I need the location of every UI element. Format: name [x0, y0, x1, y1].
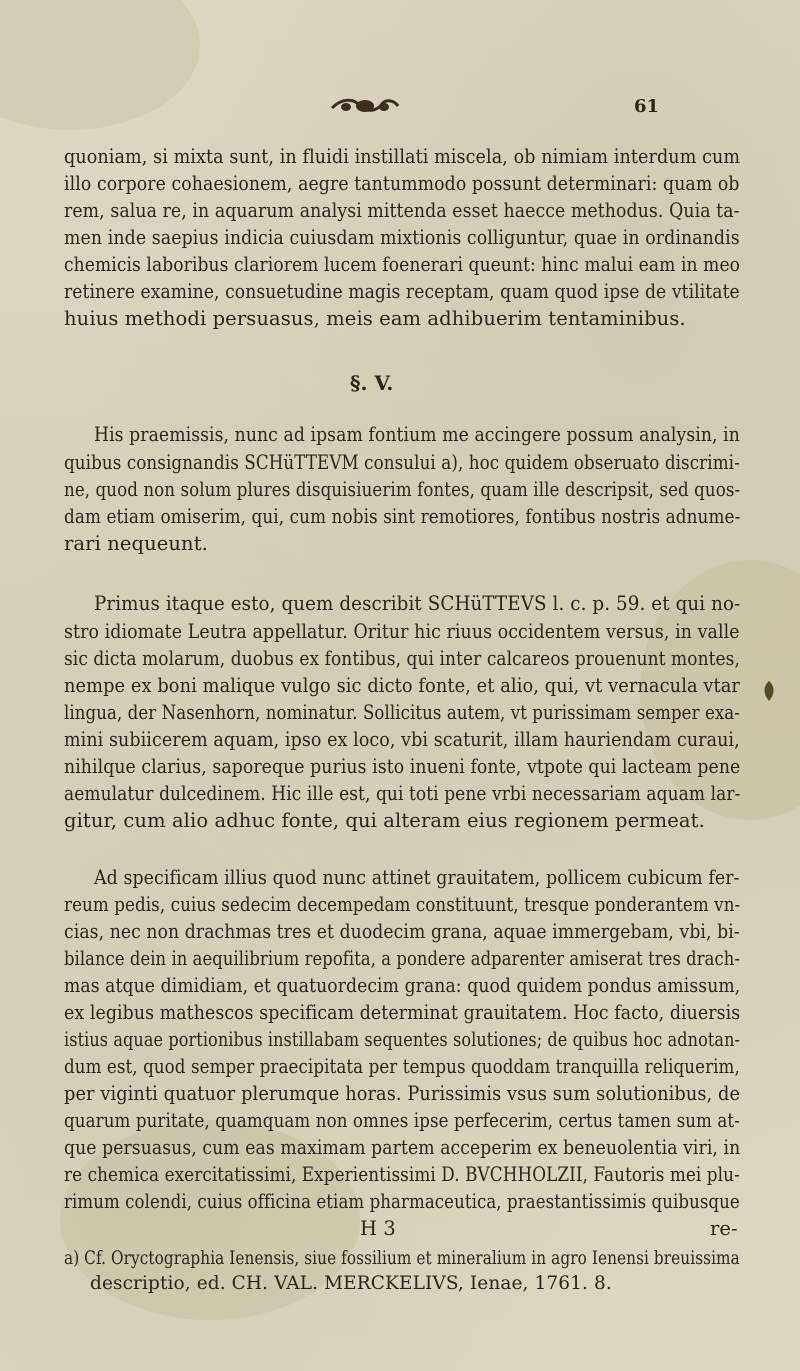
- text-line: aemulatur dulcedinem. Hic ille est, qui toti pene vrbi necessariam aquam lar-: [64, 782, 741, 805]
- text-line: quoniam, si mixta sunt, in fluidi instillati miscela, ob nimiam interdum cum: [64, 145, 741, 168]
- text-line: ne, quod non solum plures disquisiuerim fontes, quam ille descripsit, sed quos-: [64, 478, 741, 501]
- text-line: Ad specificam illius quod nunc attinet grauitatem, pollicem cubicum fer-: [94, 866, 740, 889]
- section-heading: §. V.: [350, 371, 394, 395]
- text-line: bilance dein in aequilibrium repofita, a pondere adparenter amiserat tres drach-: [64, 947, 740, 970]
- text-line: nihilque clarius, saporeque purius isto inueni fonte, vtpote qui lacteam pene: [64, 755, 741, 778]
- text-line: quarum puritate, quamquam non omnes ipse perfecerim, certus tamen sum at-: [64, 1109, 740, 1132]
- leaf-stain-icon: [762, 680, 776, 702]
- text-line: lingua, der Nasenhorn, nominatur. Sollicitus autem, vt purissimam semper exa-: [64, 701, 740, 724]
- signature-mark: H 3: [360, 1217, 396, 1240]
- text-line: reum pedis, cuius sedecim decempedam constituunt, tresque ponderantem vn-: [64, 893, 741, 916]
- text-line: mini subiicerem aquam, ipso ex loco, vbi scaturit, illam hauriendam curaui,: [64, 728, 740, 751]
- text-line: rari nequeunt.: [64, 532, 208, 555]
- text-line: stro idiomate Leutra appellatur. Oritur hic riuus occidentem versus, in valle: [64, 620, 740, 643]
- text-line: Primus itaque esto, quem describit SCHüTTEVS l. c. p. 59. et qui no-: [94, 592, 741, 615]
- paper-stain: [0, 0, 200, 130]
- text-line: dam etiam omiserim, qui, cum nobis sint remotiores, fontibus nostris adnume-: [64, 505, 741, 528]
- text-line: men inde saepius indicia cuiusdam mixtionis colliguntur, quae in ordinandis: [64, 226, 740, 249]
- text-line: chemicis laboribus clariorem lucem foenerari queunt: hinc malui eam in meo: [64, 253, 741, 276]
- text-line: His praemissis, nunc ad ipsam fontium me accingere possum analysin, in: [94, 423, 740, 446]
- text-line: istius aquae portionibus instillabam sequentes solutiones; de quibus hoc adnotan-: [64, 1028, 741, 1051]
- printer-ornament-icon: [330, 96, 400, 116]
- text-line: per viginti quatuor plerumque horas. Purissimis vsus sum solutionibus, de: [64, 1082, 741, 1105]
- text-line: re chemica exercitatissimi, Experientissimi D. BVCHHOLZII, Fautoris mei plu-: [64, 1163, 740, 1186]
- text-line: cias, nec non drachmas tres et duodecim grana, aquae immergebam, vbi, bi-: [64, 920, 740, 943]
- text-line: sic dicta molarum, duobus ex fontibus, qui inter calcareos prouenunt montes,: [64, 647, 740, 670]
- catchword: re-: [710, 1217, 738, 1240]
- text-line: rem, salua re, in aquarum analysi mittenda esset haecce methodus. Quia ta-: [64, 199, 740, 222]
- text-line: retinere examine, consuetudine magis receptam, quam quod ipse de vtilitate: [64, 280, 740, 303]
- text-line: illo corpore cohaesionem, aegre tantummodo possunt determinari: quam ob: [64, 172, 740, 195]
- footnote-line: descriptio, ed. CH. VAL. MERCKELIVS, Ienae, 1761. 8.: [90, 1273, 612, 1294]
- text-line: gitur, cum alio adhuc fonte, qui alteram eius regionem permeat.: [64, 809, 705, 832]
- text-line: huius methodi persuasus, meis eam adhibuerim tentaminibus.: [64, 307, 686, 330]
- page-number: 61: [634, 96, 660, 117]
- text-line: quibus consignandis SCHüTTEVM consului a), hoc quidem obseruato discrimi-: [64, 451, 740, 474]
- text-line: rimum colendi, cuius officina etiam pharmaceutica, praestantissimis quibusque: [64, 1190, 740, 1213]
- footnote-line: a) Cf. Oryctographia Ienensis, siue fossilium et mineralium in agro Ienensi breuissima: [64, 1248, 740, 1269]
- text-line: mas atque dimidiam, et quatuordecim grana: quod quidem pondus amissum,: [64, 974, 741, 997]
- text-line: nempe ex boni malique vulgo sic dicto fonte, et alio, qui, vt vernacula vtar: [64, 674, 741, 697]
- text-line: dum est, quod semper praecipitata per tempus quoddam tranquilla reliquerim,: [64, 1055, 740, 1078]
- text-line: que persuasus, cum eas maximam partem acceperim ex beneuolentia viri, in: [64, 1136, 741, 1159]
- text-line: ex legibus mathescos specificam determinat grauitatem. Hoc facto, diuersis: [64, 1001, 741, 1024]
